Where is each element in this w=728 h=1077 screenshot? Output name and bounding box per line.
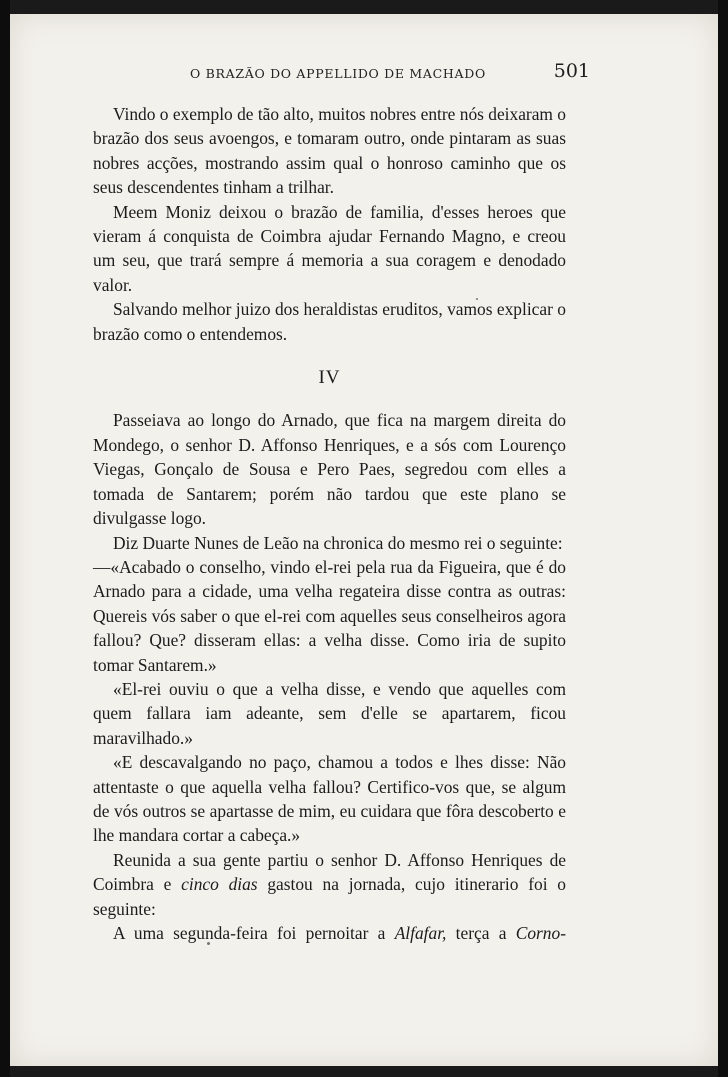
paragraph: Passeiava ao longo do Arnado, que fica na margem direita do Mondego, o senhor D. Affonso Henriques, e a sós com Lourenço Viegas, Gonçalo de Sousa e Pero Paes, segredou com elles a tomada de Santarem; porém não tardou que este plano se divulgasse logo. (93, 410, 566, 529)
italic-text: Alfafar, (394, 923, 447, 943)
paragraph (93, 848, 566, 921)
paragraph (93, 921, 566, 945)
scan-edge-right (718, 0, 728, 1077)
text-run: Reunida a sua gente partiu o senhor D. Affonso Henriques de Coimbra e (93, 849, 566, 895)
quote-paragraph: —«Acabado o conselho, vindo el-rei pela rua da Figueira, que é do Arnado para a cidade, uma velha regateira disse contra as outras: Quereis vós saber o que el-rei com aquelles seus conselheiros agora fallou? Que? disseram ellas: a velha disse. Como iria de supito tomar Santarem.» (93, 556, 566, 675)
page-header (120, 60, 590, 84)
quote-paragraph: «E descavalgando no paço, chamou a todos e lhes disse: Não attentaste o que aquella velha fallou? Certifico-vos que, se algum de vós outros se apartasse de mim, eu cuidara que fôra descoberto e lhe mandara cortar a cabeça.» (93, 752, 566, 846)
body-text (93, 102, 566, 945)
paragraph: Salvando melhor juizo dos heraldistas eruditos, vamos explicar o brazão como o entendemos. (93, 299, 566, 344)
paragraph: Diz Duarte Nunes de Leão na chronica do mesmo rei o seguinte: (113, 532, 563, 553)
paragraph: Meem Moniz deixou o brazão de familia, d'esses heroes que vieram á conquista de Coimbra ajudar Fernando Magno, e creou um seu, que trará sempre á memoria a sua coragem e denodado valor. (93, 201, 566, 295)
text-run: A uma segunda-feira foi pernoitar a (113, 923, 395, 943)
paragraph: Vindo o exemplo de tão alto, muitos nobres entre nós deixaram o brazão dos seus avoengos, e tomaram outro, onde pintaram as suas nobres acções, mostrando assim qual o honroso caminho que os seus descendentes tinham a trilhar. (93, 104, 566, 198)
section-heading: IV (318, 367, 341, 389)
page-number: 501 (553, 60, 590, 82)
scan-edge-left (0, 0, 10, 1077)
italic-text: cinco dias (181, 874, 258, 895)
running-title: O BRAZÃO DO APPELLIDO DE MACHADO (190, 66, 486, 81)
quote-paragraph: «El-rei ouviu o que a velha disse, e vendo que aquelles com quem fallara iam adeante, sem d'elle se apartarem, ficou maravilhado.» (93, 678, 566, 748)
text-run: gastou na jornada, cujo itinerario foi o seguinte: (93, 874, 567, 919)
italic-text: Corno- (515, 923, 566, 943)
text-run: terça a (446, 923, 516, 943)
